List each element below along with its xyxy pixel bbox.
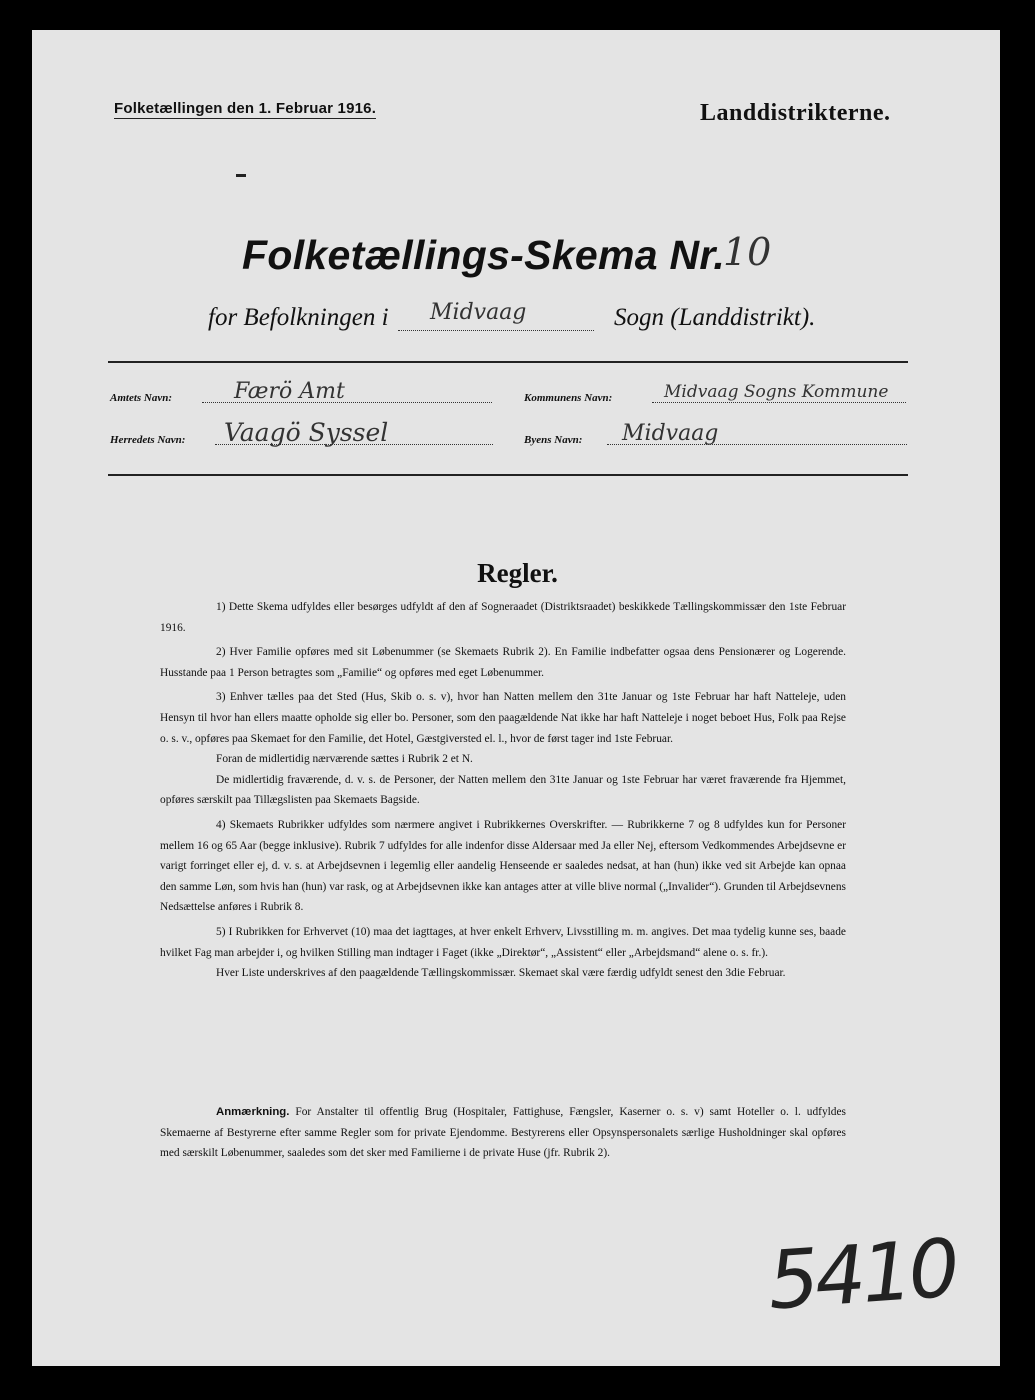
parish-line [398,330,594,331]
note-label: Anmærkning. [216,1106,290,1118]
rule-3-present: Foran de midlertidig nærværende sættes i Rubrik 2 et N. [216,753,473,766]
rule-3: 3) Enhver tælles paa det Sted (Hus, Skib o. s. v), hvor han Natten mellem den 31te Januar og 1ste Februar har haft Natteleje, uden Hensyn til hvor han ellers maatte opholde sig eller bo. Personer, som den paagældende Nat ikke har haft Natteleje i noget beboet Hus, Folk paa Rejse o. s. v., opføres paa Skemaet for den Familie, det Hotel, Gæstgiversted el. l., hvor de først tager ind 1ste Februar. [160,691,846,745]
rule-5: 5) I Rubrikken for Erhvervet (10) maa det iagttages, at hver enkelt Erhverv, Livsstilling m. m. angives. Det maa tydelig kunne ses, baade hvilket Fag man arbejder i, og hvilken Stilling man indtager i Faget (ikke „Direktør“, „Assistent“ eller „Arbejdsmand“ alene o. s. fr.). [160,925,846,959]
herred-label: Herredets Navn: [110,434,186,446]
rule-signature: Hver Liste underskrives af den paagældende Tællingskommissær. Skemaet skal være færdig udfyldt senest den 3die Februar. [216,967,786,980]
form-number: 10 [723,230,772,274]
divider [108,361,908,363]
kommune-label: Kommunens Navn: [524,392,613,404]
district-type-header: Landdistrikterne. [700,100,891,126]
census-date-header: Folketællingen den 1. Februar 1916. [114,100,377,117]
for-population-label: for Befolkningen i [208,304,389,331]
kommune-line [652,402,906,403]
note [160,1102,846,1164]
note-text: For Anstalter til offentlig Brug (Hospitaler, Fattighuse, Fængsler, Kaserner o. s. v) samt Hoteller o. l. udfyldes Skemaerne af Bestyrerne efter samme Regler som for private Ejendomme. Bestyrerens eller Opsynspersonalets særlige Husholdninger skal opføres med særskilt Løbenummer, saaledes som det sker med Familierne i de private Huse (jfr. Rubrik 2). [160,1106,846,1160]
sogn-label: Sogn (Landdistrikt). [614,304,816,331]
form-title: Folketællings-Skema Nr. [242,232,726,278]
rule-3-absent: De midlertidig fraværende, d. v. s. de Personer, der Natten mellem den 31te Januar og 1ste Februar har været fraværende fra Hjemmet, opføres særskilt paa Tillægslisten paa Skemaets Bagside. [160,773,846,807]
amt-label: Amtets Navn: [110,392,173,404]
kommune-value: Midvaag Sogns Kommune [664,382,889,402]
divider [108,474,908,476]
mark [236,174,246,177]
rule-2: 2) Hver Familie opføres med sit Løbenummer (se Skemaets Rubrik 2). En Familie indbefatter ogsaa dens Pensionærer og Logerende. Husstande paa 1 Person betragtes som „Familie“ og opføres med eget Løbenummer. [160,646,846,679]
parish-name: Midvaag [430,300,527,325]
rules-heading: Regler. [477,558,558,588]
by-value: Midvaag [622,421,719,446]
herred-value: Vaagö Syssel [224,418,389,447]
rule-1: 1) Dette Skema udfyldes eller besørges udfyldt af den af Sogneraadet (Distriktsraadet) beskikkede Tællingskommissær den 1ste Februar 1916. [160,601,846,634]
rule-4: 4) Skemaets Rubrikker udfyldes som nærmere angivet i Rubrikkernes Overskrifter. — Rubrikkerne 7 og 8 udfyldes kun for Personer mellem 16 og 65 Aar (begge inklusive). Rubrik 7 udfyldes for alle indenfor disse Aldersaar med Ja eller Nej, eftersom Vedkommendes Arbejdsevne er varigt forringet eller ej, d. v. s. at Arbejdsevnen i legemlig eller aandelig Henseende er saaledes nedsat, at han (hun) ikke ved sit Arbejde kan opnaa den samme Løn, som hvis han (hun) var rask, og at Arbejdsevnen ikke kan antages atter at ville blive normal („Invalider“). Grunden til Arbejdsevnens Nedsættelse anføres i Rubrik 8. [160,818,846,914]
archive-number: 5410 [764,1221,959,1328]
amt-value: Færö Amt [234,379,345,404]
rules-text [160,597,846,984]
by-label: Byens Navn: [524,434,583,446]
